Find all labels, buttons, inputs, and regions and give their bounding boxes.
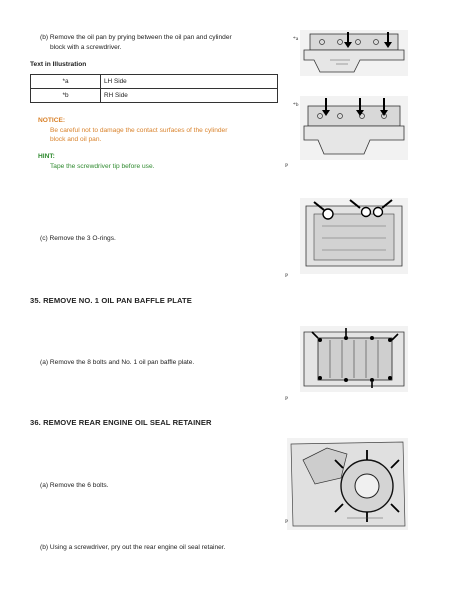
section-35-heading: 35. REMOVE NO. 1 OIL PAN BAFFLE PLATE: [30, 296, 192, 305]
notice-label: NOTICE:: [38, 117, 66, 124]
table-cell-value: RH Side: [101, 89, 278, 103]
rear-oil-seal-retainer-illustration: [287, 438, 408, 530]
notice-line2: block and oil pan.: [50, 136, 102, 143]
illustration-mark: P: [285, 396, 289, 402]
table-cell-value: LH Side: [101, 75, 278, 89]
hint-label: HINT:: [38, 153, 55, 160]
table-cell-key: *b: [31, 89, 101, 103]
table-row: [31, 75, 278, 89]
section-36-step-a: (a) Remove the 6 bolts.: [40, 482, 109, 489]
section-36-heading: 36. REMOVE REAR ENGINE OIL SEAL RETAINER: [30, 418, 212, 427]
hint-text: Tape the screwdriver tip before use.: [50, 163, 155, 170]
step-b-line2: block with a screwdriver.: [50, 44, 122, 51]
step-c-text: (c) Remove the 3 O-rings.: [40, 235, 116, 242]
notice-line1: Be careful not to damage the contact surfaces of the cylinder: [50, 127, 228, 134]
illustration-mark: P: [285, 519, 289, 525]
section-36-step-b: (b) Using a screwdriver, pry out the rear engine oil seal retainer.: [40, 544, 226, 551]
section-35-step-a: (a) Remove the 8 bolts and No. 1 oil pan baffle plate.: [40, 359, 195, 366]
illustration-label-lh: *a: [293, 36, 299, 42]
step-b-line1: (b) Remove the oil pan by prying between the oil pan and cylinder: [40, 34, 232, 41]
oil-pan-lh-illustration: [300, 30, 408, 76]
text-in-illustration-table: [30, 74, 278, 103]
oil-pan-rh-illustration: [300, 96, 408, 160]
table-cell-key: *a: [31, 75, 101, 89]
baffle-plate-illustration: [300, 326, 408, 392]
table-row: [31, 89, 278, 103]
illustration-mark: P: [285, 163, 289, 169]
illustration-label-rh: *b: [293, 102, 299, 108]
illustration-mark: P: [285, 273, 289, 279]
o-ring-illustration: [300, 198, 408, 274]
text-in-illustration-heading: Text in Illustration: [30, 61, 87, 68]
